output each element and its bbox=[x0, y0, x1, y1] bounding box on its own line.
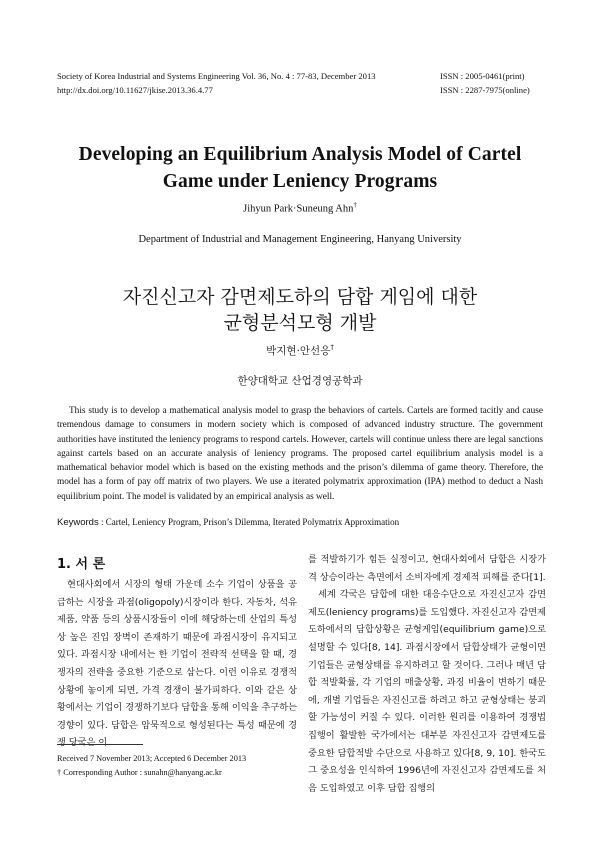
korean-corresponding-mark: † bbox=[330, 343, 334, 352]
korean-affiliation: 한양대학교 산업경영공학과 bbox=[237, 375, 363, 387]
footnotes bbox=[57, 752, 246, 780]
journal-header bbox=[57, 69, 437, 97]
paragraph: 현대사회에서 시장의 형태 가운데 소수 기업이 상품을 공급하는 시장을 과점(oligopoly)시장이라 한다. 자동차, 석유제품, 약품 등의 상품시장들이 이에 해당하는데 산업의 특성상 높은 진입 장벽이 존재하기 때문에 과점시장이 유지되고 있다. 과점시장 내에서는 한 기업이 전략적 선택을 할 때, 경쟁자의 전략을 중요한 기준으로 삼는다. 이런 이유로 경쟁적 상황에 놓이게 되면, 가격 경쟁이 불가피하다. 이와 같은 상황에서는 기업이 경쟁하기보다 담합을 통해 이익을 추구하는 경향이 있다. 담합은 암묵적으로 형성된다는 특성 때문에 경쟁 당국은 이 bbox=[57, 579, 297, 749]
korean-authors bbox=[0, 343, 600, 358]
received-date: Received 7 November 2013; Accepted 6 December 2013 bbox=[57, 754, 247, 763]
issn-online: ISSN : 2287-7975(online) bbox=[440, 85, 530, 95]
paragraph: 를 적발하기가 힘든 실정이고, 현대사회에서 담합은 시장가격 상승이라는 측면에서 소비자에게 경제적 피해를 준다[1]. bbox=[308, 554, 546, 583]
paragraph: 세계 각국은 담합에 대한 대응수단으로 자진신고자 감면제도(leniency programs)를 도입했다. 자진신고자 감면제도하에서의 담합상황은 균형게임(equilibrium game)으로 설명할 수 있다[8, 14]. 과점시장에서 담합상태가 균형이면 기업들은 균형상태를 유지하려고 할 것이다. 그러나 매년 담합 적발확률, 각 기업의 매출상황, 과징 비율이 변하기 때문에, 개별 기업들은 자진신고를 하려고 하고 균형상태는 붕괴할 가능성이 커질 수 있다. 이러한 원리를 이용하여 경쟁법 집행이 활발한 국가에서는 대부분 자진신고자 감면제도를 중요한 담합적발 수단으로 사용하고 있다[8, 9, 10]. 한국도 그 중요성을 인식하여 1996년에 자진신고자 감면제도를 처음 도입하였고 이후 담합 집행의 bbox=[308, 589, 546, 794]
issn-print: ISSN : 2005-0461(print) bbox=[440, 71, 525, 81]
right-column bbox=[308, 551, 546, 797]
english-title-line-1: Developing an Equilibrium Analysis Model of Cartel bbox=[78, 144, 522, 165]
keywords bbox=[57, 517, 557, 528]
english-authors bbox=[0, 201, 600, 215]
korean-title-line-2: 균형분석모형 개발 bbox=[223, 312, 377, 334]
english-author-names: Jihyun Park·Suneung Ahn bbox=[243, 203, 354, 215]
korean-title-line-1: 자진신고자 감면제도하의 담합 게임에 대한 bbox=[122, 286, 478, 308]
corresponding-author: † Corresponding Author : sunahn@hanyang.ac.kr bbox=[57, 768, 222, 777]
korean-author-names: 박지현·안선응 bbox=[266, 345, 331, 357]
abstract: This study is to develop a mathematical analysis model to grasp the behaviors of cartels. Cartels are formed tacitly and cause tremendous damage to consumers in modern society which is composed of advanced industry structure. The government authorities have instituted the leniency programs to respond cartels. However, cartels will continue unless there are legal sanctions against cartels based on an accurate analysis of leniency programs. The proposed cartel equilibrium analysis model is a mathematical behavior model which is based on the existing methods and the prison’s dilemma of game theory. Therefore, the model has a form of pay off matrix of two players. We use a iterated polymatrix approximation (IPA) method to deduct a Nash equilibrium point. The model is validated by an empirical analysis as well. bbox=[57, 406, 543, 502]
keywords-list: : Cartel, Leniency Program, Prison’s Dilemma, Iterated Polymatrix Approximation bbox=[100, 517, 400, 527]
corresponding-mark: † bbox=[353, 201, 357, 209]
journal-citation: Society of Korea Industrial and Systems Engineering Vol. 36, No. 4 : 77-83, December 2013 bbox=[57, 71, 376, 81]
keywords-label: Keywords bbox=[57, 517, 99, 528]
english-title bbox=[40, 141, 560, 195]
issn-block bbox=[440, 69, 570, 97]
korean-title bbox=[40, 284, 560, 336]
doi-link[interactable]: http://dx.doi.org/10.11627/jkise.2013.36.4.77 bbox=[57, 85, 213, 95]
english-title-line-2: Game under Leniency Programs bbox=[162, 171, 438, 192]
english-affiliation: Department of Industrial and Management Engineering, Hanyang University bbox=[138, 234, 462, 245]
left-column bbox=[57, 576, 297, 752]
footnote-divider bbox=[57, 744, 143, 745]
section-heading: 1. 서 론 bbox=[57, 557, 106, 572]
